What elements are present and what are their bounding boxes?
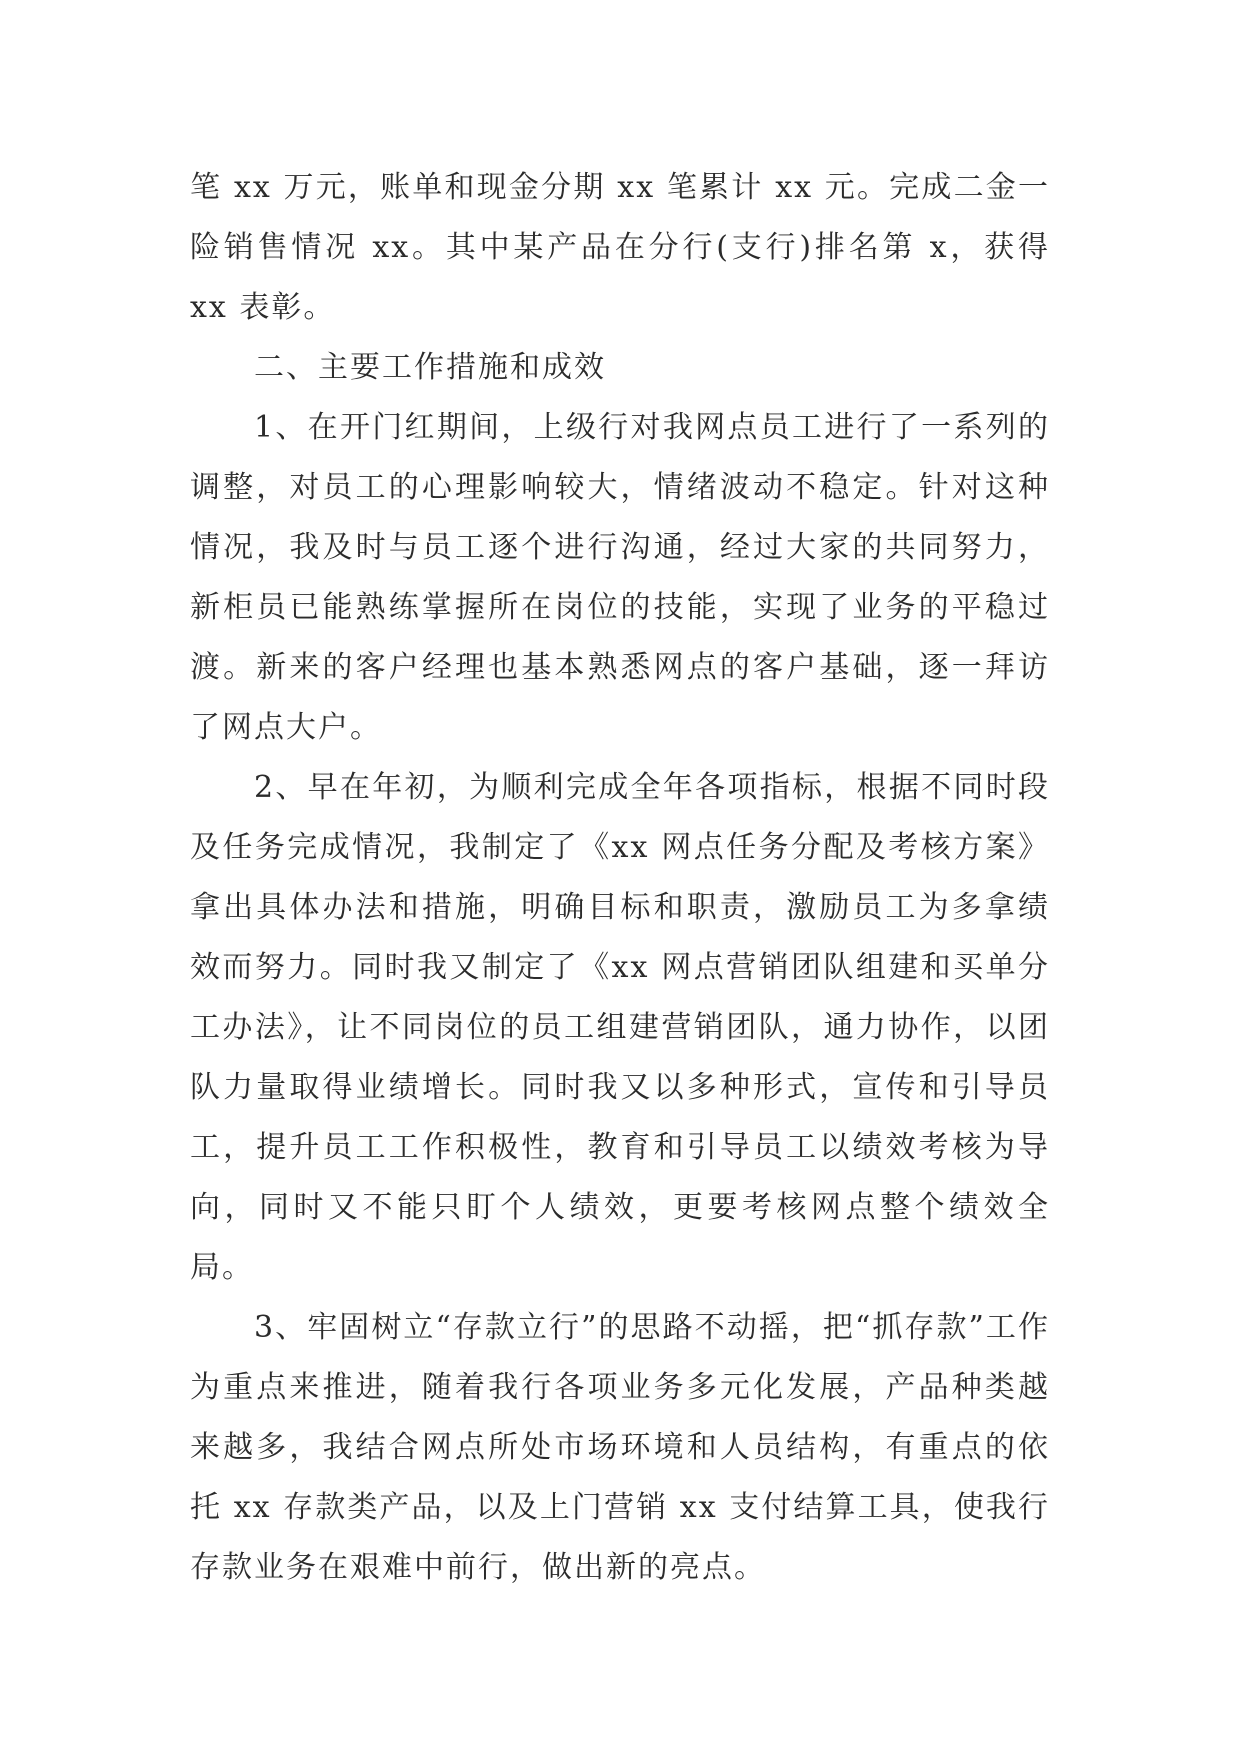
paragraph-continuation: 笔 xx 万元，账单和现金分期 xx 笔累计 xx 元。完成二金一险销售情况 xx。其中某产品在分行(支行)排名第 x，获得 xx 表彰。	[190, 170, 1050, 325]
paragraph-item-1: 1、在开门红期间，上级行对我网点员工进行了一系列的调整，对员工的心理影响较大，情绪波动不稳定。针对这种情况，我及时与员工逐个进行沟通，经过大家的共同努力，新柜员已能熟练掌握所在岗位的技能，实现了业务的平稳过渡。新来的客户经理也基本熟悉网点的客户基础，逐一拜访了网点大户。	[190, 410, 1050, 745]
paragraph-item-2: 2、早在年初，为顺利完成全年各项指标，根据不同时段及任务完成情况，我制定了《xx 网点任务分配及考核方案》拿出具体办法和措施，明确目标和职责，激励员工为多拿绩效而努力。同时我又制定了《xx 网点营销团队组建和买单分工办法》，让不同岗位的员工组建营销团队，通力协作，以团队力量取得业绩增长。同时我又以多种形式，宣传和引导员工，提升员工工作积极性，教育和引导员工以绩效考核为导向，同时又不能只盯个人绩效，更要考核网点整个绩效全局。	[190, 770, 1050, 1285]
document-body	[190, 158, 1050, 1598]
section-heading: 二、主要工作措施和成效	[254, 350, 606, 385]
paragraph-item-3: 3、牢固树立“存款立行”的思路不动摇，把“抓存款”工作为重点来推进，随着我行各项业务多元化发展，产品种类越来越多，我结合网点所处市场环境和人员结构，有重点的依托 xx 存款类产品，以及上门营销 xx 支付结算工具，使我行存款业务在艰难中前行，做出新的亮点。	[190, 1310, 1050, 1585]
